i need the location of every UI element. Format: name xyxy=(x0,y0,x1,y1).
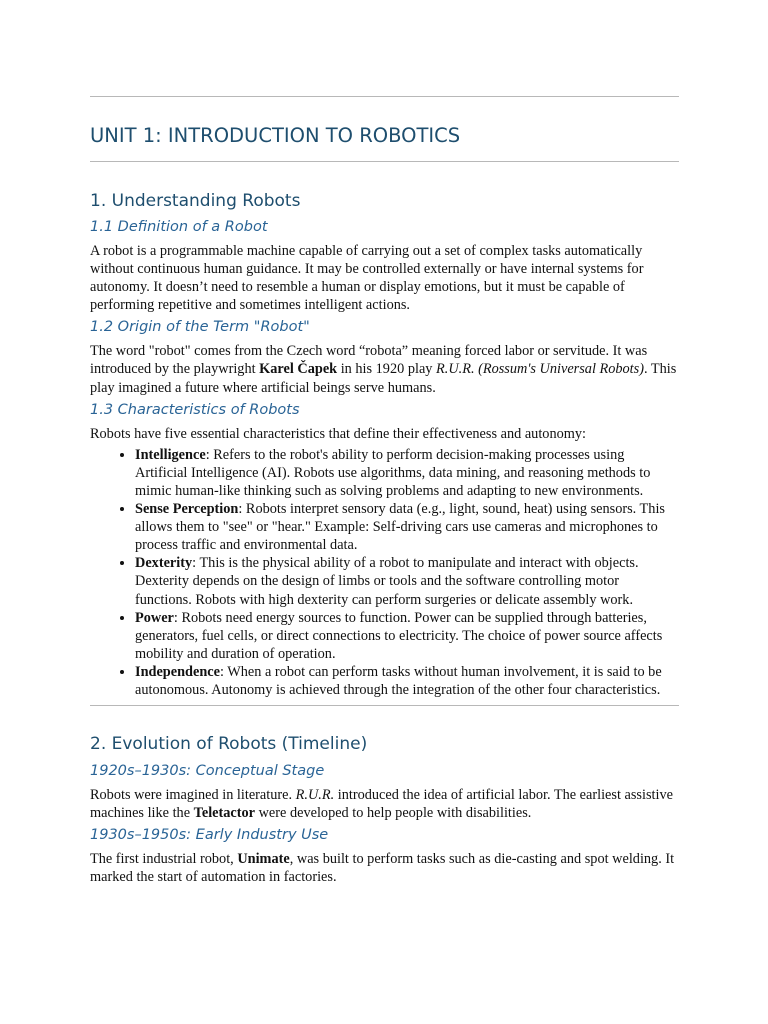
list-item xyxy=(135,663,679,699)
unimate-term: Unimate xyxy=(237,851,290,868)
list-item xyxy=(135,609,679,663)
subsection-1-3-heading: 1.3 Characteristics of Robots xyxy=(90,401,300,418)
era-2-heading: 1930s–1950s: Early Industry Use xyxy=(90,827,329,844)
author-name: Karel Čapek xyxy=(259,361,338,378)
list-item xyxy=(135,554,679,608)
origin-text-1: The word "robot" comes from the Czech word “robota” meaning forced labor or servitude. It was introduced by the playwright xyxy=(90,343,648,378)
unit-title: UNIT 1: INTRODUCTION TO ROBOTICS xyxy=(90,124,461,147)
title-divider xyxy=(90,161,679,162)
era-1-heading: 1920s–1930s: Conceptual Stage xyxy=(90,763,325,780)
definition-paragraph: A robot is a programmable machine capable of carrying out a set of complex tasks automatically without continuous human guidance. It may be controlled externally or have internal systems for autonomy. It doesn’t need to resemble a human or display emotions, but it must be capable of performing repetitive and sometimes intelligent actions. xyxy=(90,243,644,314)
era-2-text-2: , was built to perform tasks such as die-casting and spot welding. It marked the start of automation in factories. xyxy=(90,851,675,886)
origin-paragraph xyxy=(90,342,679,396)
era-1-text-1: Robots were imagined in literature. xyxy=(90,787,296,804)
list-item xyxy=(135,500,679,554)
characteristics-intro: Robots have five essential characteristics that define their effectiveness and autonomy: xyxy=(90,425,586,442)
list-item-term: Independence xyxy=(135,663,220,680)
list-item-text: : When a robot can perform tasks without human involvement, it is said to be autonomous. Autonomy is achieved through the integration of the other four characteristics. xyxy=(135,663,662,698)
origin-text-3: . This play imagined a future where artificial beings serve humans. xyxy=(90,361,677,396)
subsection-1-2-heading: 1.2 Origin of the Term "Robot" xyxy=(90,319,310,336)
era-1-paragraph xyxy=(90,786,679,822)
list-item-text: : This is the physical ability of a robot to manipulate and interact with objects. Dexterity depends on the design of limbs or tools and the software controlling motor functions. Robots with high dexterity can perform surgeries or delicate assembly work. xyxy=(135,555,639,608)
list-item-term: Dexterity xyxy=(135,555,193,572)
era-2-text-1: The first industrial robot, xyxy=(90,851,238,868)
section-1-heading: 1. Understanding Robots xyxy=(90,191,301,211)
era-2-paragraph xyxy=(90,850,679,886)
subsection-1-1-heading: 1.1 Definition of a Robot xyxy=(90,219,268,235)
list-item-text: : Refers to the robot's ability to perform decision-making processes using Artificial Intelligence (AI). Robots use algorithms, data mining, and reasoning methods to mimic human-like thinking such as solving problems and adapting to new environments. xyxy=(135,446,651,499)
characteristics-list xyxy=(90,446,679,699)
era-1-text-3: were developed to help people with disabilities. xyxy=(255,805,532,822)
document-content xyxy=(90,96,679,886)
list-item-text: : Robots interpret sensory data (e.g., light, sound, heat) using sensors. This allows them to "see" or "hear." Example: Self-driving cars use cameras and microphones to process traffic and environmental data. xyxy=(135,501,665,554)
list-item xyxy=(135,446,679,500)
era-1-text-2: introduced the idea of artificial labor. The earliest assistive machines like the xyxy=(90,787,673,822)
teletactor-term: Teletactor xyxy=(193,805,256,822)
section-divider xyxy=(90,705,679,706)
play-title: R.U.R. (Rossum's Universal Robots) xyxy=(436,361,644,378)
section-2-heading: 2. Evolution of Robots (Timeline) xyxy=(90,734,368,755)
list-item-text: : Robots need energy sources to function. Power can be supplied through batteries, generators, fuel cells, or direct connections to electricity. The choice of power source affects mobility and duration of operation. xyxy=(135,609,663,662)
list-item-term: Sense Perception xyxy=(135,501,239,518)
list-item-term: Power xyxy=(135,609,174,626)
origin-text-2: in his 1920 play xyxy=(337,361,437,378)
era-1-play: R.U.R. xyxy=(295,787,335,804)
list-item-term: Intelligence xyxy=(135,446,206,463)
